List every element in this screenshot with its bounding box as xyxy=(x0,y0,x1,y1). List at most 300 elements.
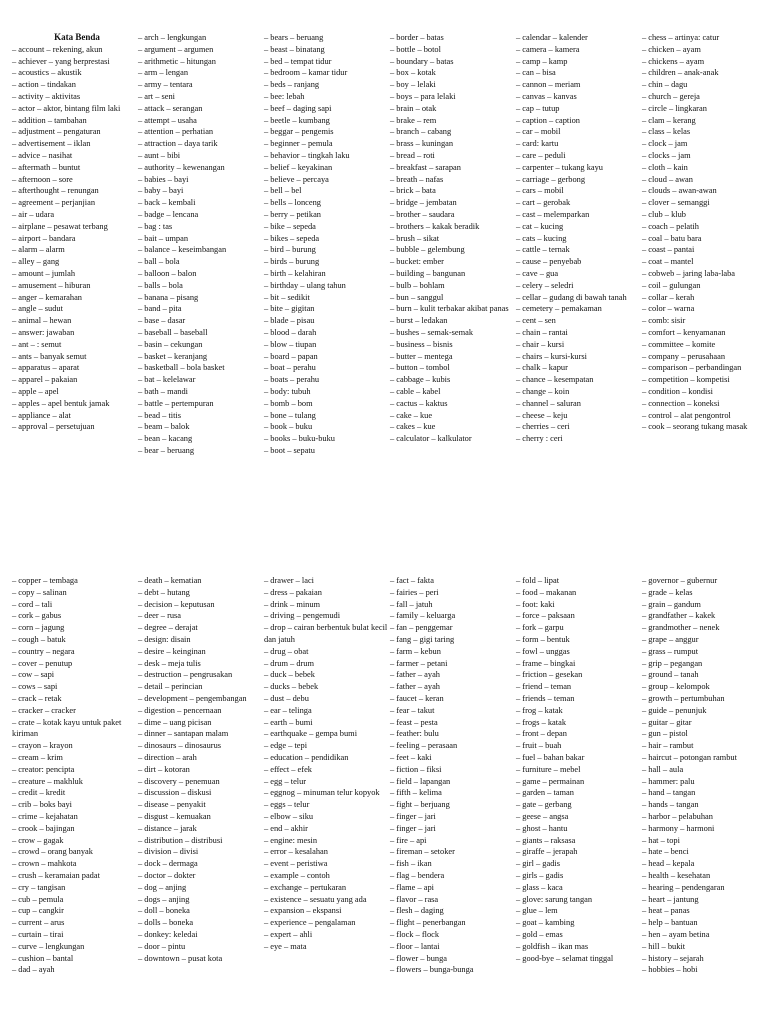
vocabulary-entry: – country – negara xyxy=(12,646,75,656)
vocabulary-entry: – direction – arah xyxy=(138,752,197,762)
vocabulary-entry: – harmony – harmoni xyxy=(642,823,715,833)
vocabulary-entry: – cat – kucing xyxy=(516,221,564,231)
vocabulary-entry: – deer – rusa xyxy=(138,611,182,621)
vocabulary-entry: – cats – kucing xyxy=(516,233,567,243)
vocabulary-entry: – baby – bayi xyxy=(138,186,184,196)
vocabulary-entry: – cable – kabel xyxy=(390,386,441,396)
vocabulary-entry: – bridge – jembatan xyxy=(390,198,457,208)
vocabulary-entry: – bat – kelelawar xyxy=(138,375,196,385)
vocabulary-entry: – breakfast – sarapan xyxy=(390,162,461,172)
vocabulary-entry: – dock – dermaga xyxy=(138,859,198,869)
vocabulary-entry: – eggs – telur xyxy=(264,800,310,810)
vocabulary-entry: – boy – lelaki xyxy=(390,80,436,90)
vocabulary-entry: – crack – retak xyxy=(12,693,62,703)
vocabulary-entry: – canvas – kanvas xyxy=(516,91,577,101)
vocabulary-entry: – crowd – orang banyak xyxy=(12,847,93,857)
word-column xyxy=(12,575,138,976)
vocabulary-entry: – chin – dagu xyxy=(642,80,688,90)
vocabulary-entry: – heart – jantung xyxy=(642,894,699,904)
vocabulary-entry: – book – buku xyxy=(264,422,313,432)
vocabulary-entry: – help – bantuan xyxy=(642,918,698,928)
vocabulary-entry: – bag : tas xyxy=(138,221,173,231)
vocabulary-entry: – advice – nasihat xyxy=(12,150,73,160)
vocabulary-entry: – back – kembali xyxy=(138,198,196,208)
vocabulary-entry: – distribution – distribusi xyxy=(138,835,223,845)
vocabulary-entry: – cause – penyebab xyxy=(516,257,582,267)
vocabulary-entry: – breath – nafas xyxy=(390,174,444,184)
vocabulary-entry: – believe – percaya xyxy=(264,174,329,184)
vocabulary-entry: – body: tubuh xyxy=(264,386,311,396)
vocabulary-entry: – girl – gadis xyxy=(516,859,560,869)
vocabulary-entry: – goat – kambing xyxy=(516,918,575,928)
vocabulary-entry: – grade – kelas xyxy=(642,587,693,597)
vocabulary-entry: – disease – penyakit xyxy=(138,800,206,810)
vocabulary-entry: – health – kesehatan xyxy=(642,870,711,880)
vocabulary-entry: – bath – mandi xyxy=(138,386,189,396)
vocabulary-entry: – fear – takut xyxy=(390,705,435,715)
vocabulary-entry: – badge – lencana xyxy=(138,209,199,219)
vocabulary-entry: – grass – rumput xyxy=(642,646,699,656)
vocabulary-entry: – arithmetic – hitungan xyxy=(138,56,216,66)
vocabulary-entry: – boat – perahu xyxy=(264,363,316,373)
vocabulary-entry: – garden – taman xyxy=(516,788,574,798)
vocabulary-entry: – design: disain xyxy=(138,634,191,644)
vocabulary-entry: – frog – katak xyxy=(516,705,563,715)
vocabulary-entry: – feast – pesta xyxy=(390,717,438,727)
vocabulary-entry: – clock – jam xyxy=(642,139,688,149)
vocabulary-entry: – hat – topi xyxy=(642,835,680,845)
vocabulary-entry: – dolls – boneka xyxy=(138,918,194,928)
vocabulary-entry: – coal – batu bara xyxy=(642,233,702,243)
vocabulary-entry: – board – papan xyxy=(264,351,318,361)
vocabulary-entry: – argument – argumen xyxy=(138,44,214,54)
vocabulary-entry: – dime – uang picisan xyxy=(138,717,212,727)
vocabulary-entry: – dinner – santapan malam xyxy=(138,729,229,739)
vocabulary-entry: – cover – penutup xyxy=(12,658,73,668)
vocabulary-entry: – flesh – daging xyxy=(390,906,444,916)
vocabulary-entry: – clouds – awan-awan xyxy=(642,186,717,196)
vocabulary-entry: – coast – pantai xyxy=(642,245,695,255)
vocabulary-entry: – cabbage – kubis xyxy=(390,375,451,385)
vocabulary-entry: – church – gereja xyxy=(642,91,700,101)
vocabulary-entry: – doctor – dokter xyxy=(138,870,196,880)
vocabulary-entry: – frame – bingkai xyxy=(516,658,576,668)
vocabulary-entry: – cannon – meriam xyxy=(516,80,581,90)
vocabulary-entry: – crate – kotak kayu untuk paket kiriman xyxy=(12,717,122,739)
vocabulary-entry: – can – bisa xyxy=(516,68,556,78)
vocabulary-entry: – dog – anjing xyxy=(138,882,187,892)
vocabulary-entry: – coach – pelatih xyxy=(642,221,699,231)
word-column xyxy=(12,32,138,457)
vocabulary-entry: – elbow – siku xyxy=(264,811,314,821)
vocabulary-entry: – books – buku-buku xyxy=(264,434,335,444)
vocabulary-entry: – caption – caption xyxy=(516,115,580,125)
vocabulary-entry: – coat – mantel xyxy=(642,257,694,267)
vocabulary-entry: – copper – tembaga xyxy=(12,576,78,585)
vocabulary-entry: – bells – lonceng xyxy=(264,198,321,208)
vocabulary-entry: – group – kelompok xyxy=(642,682,710,692)
vocabulary-entry: – carpenter – tukang kayu xyxy=(516,162,603,172)
vocabulary-entry: – form – bentuk xyxy=(516,634,570,644)
vocabulary-entry: – beast – binatang xyxy=(264,44,325,54)
vocabulary-entry: – clover – semanggi xyxy=(642,198,710,208)
vocabulary-entry: – crib – boks bayi xyxy=(12,800,73,810)
vocabulary-entry: – front – depan xyxy=(516,729,567,739)
vocabulary-entry: – adjustment – pengaturan xyxy=(12,127,101,137)
vocabulary-entry: – bike – sepeda xyxy=(264,221,316,231)
vocabulary-entry: – dad – ayah xyxy=(12,965,55,975)
vocabulary-entry: – competition – kompetisi xyxy=(642,375,730,385)
vocabulary-entry: – balance – keseimbangan xyxy=(138,245,227,255)
vocabulary-entry: – cream – krim xyxy=(12,752,63,762)
vocabulary-entry: – cow – sapi xyxy=(12,670,55,680)
vocabulary-entry: – fowl – unggas xyxy=(516,646,570,656)
vocabulary-entry: – cave – gua xyxy=(516,268,559,278)
vocabulary-entry: – boys – para lelaki xyxy=(390,91,456,101)
vocabulary-entry: – control – alat pengontrol xyxy=(642,410,731,420)
vocabulary-entry: – degree – derajat xyxy=(138,623,198,633)
vocabulary-entry: – cakes – kue xyxy=(390,422,436,432)
vocabulary-entry: – error – kesalahan xyxy=(264,847,328,857)
vocabulary-entry: – drink – minum xyxy=(264,599,321,609)
vocabulary-entry: – development – pengembangan xyxy=(138,693,247,703)
vocabulary-entry: – expert – ahli xyxy=(264,929,313,939)
vocabulary-entry: – ear – telinga xyxy=(264,705,312,715)
vocabulary-entry: – dinosaurs – dinosaurus xyxy=(138,741,222,751)
vocabulary-entry: – cub – pemula xyxy=(12,894,64,904)
word-column xyxy=(138,575,264,976)
vocabulary-entry: – corn – jagung xyxy=(12,623,65,633)
vocabulary-entry: – giants – raksasa xyxy=(516,835,576,845)
vocabulary-entry: – box – kotak xyxy=(390,68,436,78)
vocabulary-entry: – cloud – awan xyxy=(642,174,693,184)
vocabulary-entry: – doll – boneka xyxy=(138,906,190,916)
vocabulary-entry: – finger – jari xyxy=(390,823,436,833)
vocabulary-entry: – cellar – gudang di bawah tanah xyxy=(516,292,627,302)
vocabulary-entry: – geese – angsa xyxy=(516,811,569,821)
vocabulary-entry: – attempt – usaha xyxy=(138,115,197,125)
vocabulary-entry: – field – lapangan xyxy=(390,776,451,786)
vocabulary-entry: – driving – pengemudi xyxy=(264,611,341,621)
vocabulary-entry: – fold – lipat xyxy=(516,576,560,585)
vocabulary-entry: – cough – batuk xyxy=(12,634,66,644)
vocabulary-entry: – drug – obat xyxy=(264,646,309,656)
vocabulary-entry: – father – ayah xyxy=(390,682,440,692)
vocabulary-entry: – boot – sepatu xyxy=(264,445,315,455)
vocabulary-entry: – farm – kebun xyxy=(390,646,441,656)
vocabulary-entry: – aunt – bibi xyxy=(138,150,181,160)
vocabulary-entry: – hall – aula xyxy=(642,764,684,774)
vocabulary-entry: – burst – ledakan xyxy=(390,316,448,326)
vocabulary-entry: – cast – melemparkan xyxy=(516,209,590,219)
vocabulary-entry: – carriage – gerbong xyxy=(516,174,586,184)
vocabulary-entry: – hair – rambut xyxy=(642,741,694,751)
vocabulary-entry: – earthquake – gempa bumi xyxy=(264,729,358,739)
vocabulary-entry: – friction – gesekan xyxy=(516,670,583,680)
vocabulary-entry: – force – paksaan xyxy=(516,611,575,621)
vocabulary-entry: – condition – kondisi xyxy=(642,386,713,396)
vocabulary-entry: – collar – kerah xyxy=(642,292,695,302)
vocabulary-entry: – beds – ranjang xyxy=(264,80,320,90)
vocabulary-entry: – foot: kaki xyxy=(516,599,555,609)
vocabulary-entry: – approval – persetujuan xyxy=(12,422,95,432)
vocabulary-entry: – flame – api xyxy=(390,882,434,892)
vocabulary-entry: – guide – penunjuk xyxy=(642,705,707,715)
vocabulary-entry: – gold – emas xyxy=(516,929,563,939)
vocabulary-entry: – action – tindakan xyxy=(12,80,76,90)
vocabulary-entry: – branch – cabang xyxy=(390,127,452,137)
vocabulary-entry: – giraffe – jerapah xyxy=(516,847,578,857)
vocabulary-entry: – birds – burung xyxy=(264,257,320,267)
vocabulary-entry: – ball – bola xyxy=(138,257,180,267)
vocabulary-entry: – belief – keyakinan xyxy=(264,162,333,172)
vocabulary-entry: – guitar – gitar xyxy=(642,717,692,727)
vocabulary-entry: – fall – jatuh xyxy=(390,599,433,609)
vocabulary-entry: – bite – gigitan xyxy=(264,304,315,314)
vocabulary-entry: – feather: bulu xyxy=(390,729,439,739)
vocabulary-entry: – fifth – kelima xyxy=(390,788,442,798)
vocabulary-entry: – angle – sudut xyxy=(12,304,63,314)
vocabulary-entry: – bulb – bohlam xyxy=(390,280,445,290)
vocabulary-entry: – crush – keramaian padat xyxy=(12,870,100,880)
vocabulary-entry: – blade – pisau xyxy=(264,316,315,326)
vocabulary-entry: – air – udara xyxy=(12,209,55,219)
vocabulary-entry: – apples – apel bentuk jamak xyxy=(12,398,110,408)
vocabulary-entry: – family – keluarga xyxy=(390,611,456,621)
vocabulary-entry: – fork – garpu xyxy=(516,623,564,633)
vocabulary-entry: – card: kartu xyxy=(516,139,559,149)
vocabulary-entry: – history – sejarah xyxy=(642,953,704,963)
vocabulary-entry: – ghost – hantu xyxy=(516,823,568,833)
vocabulary-entry: – airport – bandara xyxy=(12,233,76,243)
vocabulary-entry: – discovery – penemuan xyxy=(138,776,220,786)
vocabulary-entry: – bucket: ember xyxy=(390,257,444,267)
vocabulary-entry: – grain – gandum xyxy=(642,599,701,609)
vocabulary-entry: – bedroom – kamar tidur xyxy=(264,68,348,78)
vocabulary-entry: – answer: jawaban xyxy=(12,327,75,337)
vocabulary-entry: – fact – fakta xyxy=(390,576,434,585)
vocabulary-entry: – good-bye – selamat tinggal xyxy=(516,953,614,963)
vocabulary-entry: – end – akhir xyxy=(264,823,308,833)
vocabulary-entry: – connection – koneksi xyxy=(642,398,720,408)
vocabulary-entry: – cup – cangkir xyxy=(12,906,64,916)
vocabulary-entry: – game – permainan xyxy=(516,776,585,786)
vocabulary-entry: – glove: sarung tangan xyxy=(516,894,593,904)
vocabulary-entry: – decision – keputusan xyxy=(138,599,215,609)
vocabulary-entry: – fan – penggemar xyxy=(390,623,453,633)
vocabulary-entry: – cherry : ceri xyxy=(516,434,563,444)
vocabulary-entry: – cap – tutup xyxy=(516,103,560,113)
vocabulary-entry: – ants – banyak semut xyxy=(12,351,87,361)
vocabulary-entry: – grape – anggur xyxy=(642,634,699,644)
vocabulary-entry: – cobweb – jaring laba-laba xyxy=(642,268,736,278)
vocabulary-entry: – edge – tepi xyxy=(264,741,308,751)
vocabulary-entry: – governor – gubernur xyxy=(642,576,718,585)
vocabulary-entry: – fiction – fiksi xyxy=(390,764,442,774)
vocabulary-entry: – channel – saluran xyxy=(516,398,581,408)
word-column xyxy=(642,32,768,457)
vocabulary-entry: – donkey: keledai xyxy=(138,929,198,939)
vocabulary-entry: – distance – jarak xyxy=(138,823,197,833)
vocabulary-entry: – hen – ayam betina xyxy=(642,929,710,939)
vocabulary-entry: – care – peduli xyxy=(516,150,566,160)
vocabulary-entry: – dirt – kotoran xyxy=(138,764,190,774)
vocabulary-entry: – fairies – peri xyxy=(390,587,439,597)
vocabulary-entry: – basin – cekungan xyxy=(138,339,203,349)
vocabulary-entry: – brake – rem xyxy=(390,115,437,125)
vocabulary-entry: – duck – bebek xyxy=(264,670,315,680)
vocabulary-entry: – brother – saudara xyxy=(390,209,455,219)
vocabulary-entry: – brass – kuningan xyxy=(390,139,454,149)
vocabulary-entry: – chain – rantai xyxy=(516,327,568,337)
vocabulary-entry: – blow – tiupan xyxy=(264,339,317,349)
vocabulary-entry: – drawer – laci xyxy=(264,576,314,585)
vocabulary-entry: – faucet – keran xyxy=(390,693,444,703)
vocabulary-entry: – boundary – batas xyxy=(390,56,454,66)
vocabulary-entry: – berry – petikan xyxy=(264,209,321,219)
vocabulary-entry: – creature – makhluk xyxy=(12,776,83,786)
vocabulary-entry: – debt – hutang xyxy=(138,587,190,597)
vocabulary-entry: – growth – pertumbuhan xyxy=(642,693,725,703)
vocabulary-entry: – cook – seorang tukang masak xyxy=(642,422,748,432)
vocabulary-entry: – cracker – cracker xyxy=(12,705,76,715)
vocabulary-entry: – feet – kaki xyxy=(390,752,432,762)
vocabulary-entry: – balls – bola xyxy=(138,280,183,290)
vocabulary-entry: – bone – tulang xyxy=(264,410,316,420)
vocabulary-entry: – bear – beruang xyxy=(138,445,195,455)
vocabulary-entry: – gun – pistol xyxy=(642,729,688,739)
vocabulary-entry: – ducks – bebek xyxy=(264,682,319,692)
vocabulary-entry: – farmer – petani xyxy=(390,658,448,668)
vocabulary-entry: – cattle – ternak xyxy=(516,245,570,255)
vocabulary-entry: – expansion – ekspansi xyxy=(264,906,342,916)
vocabulary-entry: – chalk – kapur xyxy=(516,363,568,373)
vocabulary-entry: – fire – api xyxy=(390,835,427,845)
vocabulary-entry: – bee: lebah xyxy=(264,91,305,101)
vocabulary-entry: – flowers – bunga-bunga xyxy=(390,965,474,975)
word-column xyxy=(138,32,264,457)
vocabulary-entry: – attack – serangan xyxy=(138,103,203,113)
vocabulary-entry: – grandfather – kakek xyxy=(642,611,716,621)
vocabulary-entry: – door – pintu xyxy=(138,941,186,951)
vocabulary-entry: – comparison – perbandingan xyxy=(642,363,742,373)
vocabulary-entry: – car – mobil xyxy=(516,127,561,137)
vocabulary-entry: – calculator – kalkulator xyxy=(390,434,472,444)
vocabulary-entry: – cord – tali xyxy=(12,599,53,609)
vocabulary-entry: – curtain – tirai xyxy=(12,929,64,939)
vocabulary-entry: – bears – beruang xyxy=(264,33,324,42)
vocabulary-entry: – circle – lingkaran xyxy=(642,103,707,113)
vocabulary-entry: – disgust – kemuakan xyxy=(138,811,211,821)
vocabulary-entry: – fruit – buah xyxy=(516,741,562,751)
vocabulary-entry: – cars – mobil xyxy=(516,186,564,196)
vocabulary-entry: – bean – kacang xyxy=(138,434,193,444)
vocabulary-entry: – butter – mentega xyxy=(390,351,453,361)
vocabulary-entry: – brain – otak xyxy=(390,103,437,113)
vocabulary-entry: – chairs – kursi-kursi xyxy=(516,351,587,361)
vocabulary-entry: – heat – panas xyxy=(642,906,690,916)
vocabulary-entry: – change – koin xyxy=(516,386,570,396)
vocabulary-entry: – comfort – kenyamanan xyxy=(642,327,726,337)
vocabulary-entry: – crow – gagak xyxy=(12,835,64,845)
vocabulary-entry: – gate – gerbang xyxy=(516,800,572,810)
vocabulary-entry: – event – peristiwa xyxy=(264,859,328,869)
vocabulary-entry: – crown – mahkota xyxy=(12,859,77,869)
vocabulary-entry: – afterthought – renungan xyxy=(12,186,99,196)
vocabulary-entry: – attraction – daya tarik xyxy=(138,139,218,149)
vocabulary-entry: – activity – aktivitas xyxy=(12,91,81,101)
vocabulary-entry: – comb: sisir xyxy=(642,316,686,326)
vocabulary-entry: – fight – berjuang xyxy=(390,800,450,810)
vocabulary-entry: – drum – drum xyxy=(264,658,315,668)
vocabulary-entry: – animal – hewan xyxy=(12,316,72,326)
vocabulary-entry: – furniture – mebel xyxy=(516,764,581,774)
vocabulary-entry: – amount – jumlah xyxy=(12,268,76,278)
vocabulary-entry: – egg – telur xyxy=(264,776,307,786)
vocabulary-entry: – bottle – botol xyxy=(390,44,441,54)
vocabulary-entry: – hobbies – hobi xyxy=(642,965,698,975)
vocabulary-entry: – bell – bel xyxy=(264,186,302,196)
vocabulary-entry: – chicken – ayam xyxy=(642,44,701,54)
vocabulary-entry: – club – klub xyxy=(642,209,686,219)
vocabulary-entry: – banana – pisang xyxy=(138,292,199,302)
vocabulary-entry: – committee – komite xyxy=(642,339,716,349)
vocabulary-entry: – arch – lengkungan xyxy=(138,33,207,42)
vocabulary-entry: – curve – lengkungan xyxy=(12,941,85,951)
vocabulary-entry: – class – kelas xyxy=(642,127,691,137)
vocabulary-entry: – bomb – bom xyxy=(264,398,313,408)
word-column xyxy=(390,32,516,457)
vocabulary-entry: – bubble – gelembung xyxy=(390,245,465,255)
vocabulary-entry: – bed – tempat tidur xyxy=(264,56,332,66)
vocabulary-entry: – cushion – bantal xyxy=(12,953,74,963)
vocabulary-entry: – father – ayah xyxy=(390,670,440,680)
vocabulary-entry: – food – makanan xyxy=(516,587,577,597)
vocabulary-entry: – bait – umpan xyxy=(138,233,189,243)
vocabulary-entry: – glue – lem xyxy=(516,906,558,916)
bottom-entry-block xyxy=(12,575,768,976)
vocabulary-entry: – clocks – jam xyxy=(642,150,691,160)
vocabulary-entry: – eggnog – minuman telur kopyok xyxy=(264,788,380,798)
vocabulary-entry: – bushes – semak-semak xyxy=(390,327,474,337)
vocabulary-entry: – downtown – pusat kota xyxy=(138,953,223,963)
vocabulary-entry: – death – kematian xyxy=(138,576,202,585)
vocabulary-entry: – basketball – bola basket xyxy=(138,363,225,373)
vocabulary-entry: – brick – bata xyxy=(390,186,436,196)
vocabulary-entry: – flag – bendera xyxy=(390,870,445,880)
vocabulary-entry: – chance – kesempatan xyxy=(516,375,594,385)
vocabulary-entry: – clam – kerang xyxy=(642,115,696,125)
vocabulary-entry: – frogs – katak xyxy=(516,717,567,727)
vocabulary-entry: – aftermath – buntut xyxy=(12,162,81,172)
vocabulary-entry: – chess – artinya: catur xyxy=(642,33,720,42)
vocabulary-entry: – basket – keranjang xyxy=(138,351,208,361)
vocabulary-entry: – beam – balok xyxy=(138,422,190,432)
word-column xyxy=(642,575,768,976)
vocabulary-entry: – achiever – yang berprestasi xyxy=(12,56,110,66)
vocabulary-entry: – building – bangunan xyxy=(390,268,466,278)
vocabulary-entry: – fireman – setoker xyxy=(390,847,455,857)
vocabulary-entry: – band – pita xyxy=(138,304,182,314)
vocabulary-entry: – glass – kaca xyxy=(516,882,563,892)
vocabulary-entry: – flight – penerbangan xyxy=(390,918,466,928)
vocabulary-entry: – bird – burung xyxy=(264,245,316,255)
vocabulary-entry: – desire – keinginan xyxy=(138,646,206,656)
vocabulary-entry: – cake – kue xyxy=(390,410,433,420)
vocabulary-entry: – harbor – pelabuhan xyxy=(642,811,713,821)
vocabulary-entry: – beginner – pemula xyxy=(264,139,333,149)
vocabulary-entry: – existence – sesuatu yang ada xyxy=(264,894,367,904)
